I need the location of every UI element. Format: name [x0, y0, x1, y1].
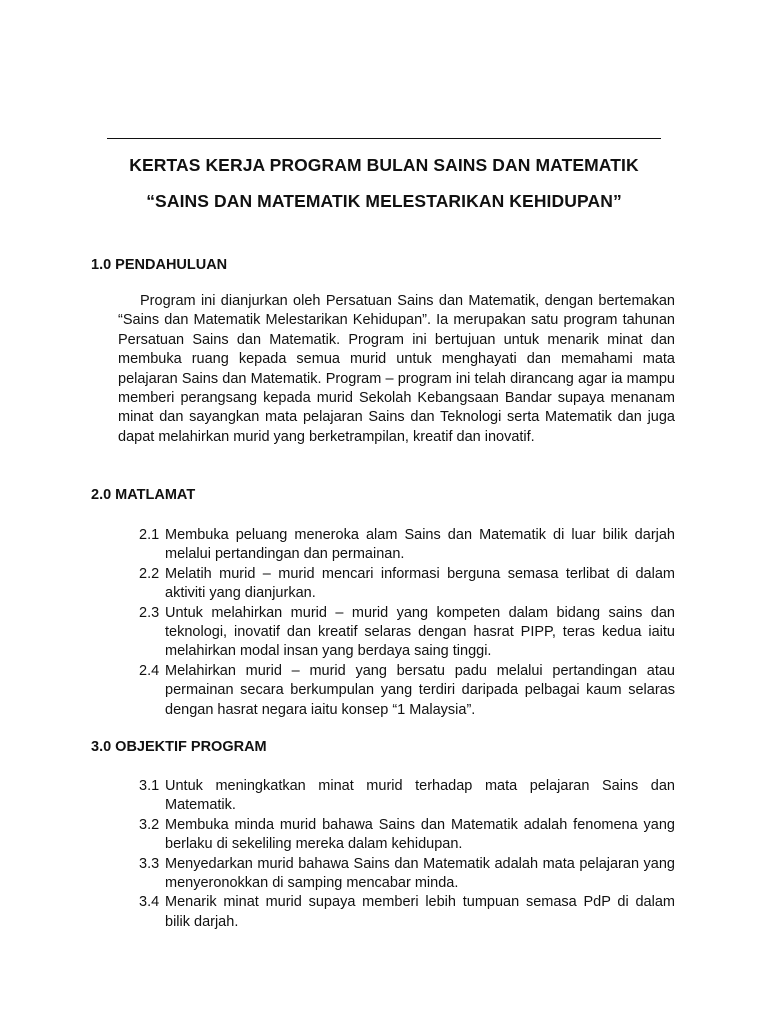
item-text: Membuka peluang meneroka alam Sains dan Matematik di luar bilik darjah melalui pertandingan dan permainan.: [165, 527, 675, 563]
section-heading-pendahuluan: 1.0 PENDAHULUAN: [91, 257, 228, 273]
item-number: 2.2: [139, 565, 160, 582]
item-text: Menyedarkan murid bahawa Sains dan Matematik adalah mata pelajaran yang menyeronokkan di samping mencabar minda.: [165, 855, 675, 892]
item-number: 3.4: [139, 894, 160, 911]
list-item: [139, 565, 675, 604]
item-text: Melahirkan murid – murid yang bersatu padu melalui pertandingan atau permainan secara berkumpulan yang terdiri daripada pelbagai kaum selaras dengan hasrat negara iaitu konsep “1 Malaysia”.: [165, 662, 675, 718]
list-item: [139, 816, 675, 855]
item-number: 3.1: [139, 778, 160, 794]
item-text: Membuka minda murid bahawa Sains dan Matematik adalah fenomena yang berlaku di sekeliling mereka dalam kehidupan.: [165, 816, 675, 853]
item-number: 2.1: [139, 527, 160, 543]
item-text: Untuk melahirkan murid – murid yang kompeten dalam bidang sains dan teknologi, inovatif dan kreatif selaras dengan hasrat PIPP, teras kedua iaitu melahirkan modal insan yang berdaya saing tinggi.: [165, 604, 675, 660]
matlamat-list: [139, 526, 675, 720]
list-item: [139, 777, 675, 816]
item-text: Melatih murid – murid mencari informasi berguna semasa terlibat di dalam aktiviti yang dianjurkan.: [165, 565, 675, 602]
item-number: 2.4: [139, 662, 160, 679]
item-number: 3.3: [139, 855, 160, 872]
document-title: KERTAS KERJA PROGRAM BULAN SAINS DAN MATEMATIK: [129, 155, 639, 175]
document-theme: “SAINS DAN MATEMATIK MELESTARIKAN KEHIDUPAN”: [146, 191, 622, 211]
item-number: 2.3: [139, 604, 160, 621]
list-item: [139, 855, 675, 894]
list-item: [139, 526, 675, 565]
section-heading-matlamat: 2.0 MATLAMAT: [91, 487, 196, 503]
list-item: [139, 604, 675, 662]
section-heading-objektif-program: 3.0 OBJEKTIF PROGRAM: [91, 739, 267, 755]
item-text: Untuk meningkatkan minat murid terhadap mata pelajaran Sains dan Matematik.: [165, 778, 675, 814]
pendahuluan-paragraph: Program ini dianjurkan oleh Persatuan Sains dan Matematik, dengan bertemakan “Sains dan Matematik Melestarikan Kehidupan”. Ia merupakan satu program tahunan Persatuan Sains dan Matematik. Program ini bertujuan untuk menarik minat dan membuka ruang kepada semua murid untuk menghayati dan memahami mata pelajaran Sains dan Matematik. Program – program ini telah dirancang agar ia mampu memberi perangsang kepada murid Sekolah Kebangsaan Bandar supaya menanam minat dan sayangkan mata pelajaran Sains dan Teknologi serta Matematik dan juga dapat melahirkan murid yang berketrampilan, kreatif dan inovatif.: [118, 293, 675, 445]
item-text: Menarik minat murid supaya memberi lebih tumpuan semasa PdP di dalam bilik darjah.: [165, 894, 675, 930]
list-item: [139, 662, 675, 720]
item-number: 3.2: [139, 816, 160, 833]
list-item: [139, 893, 675, 932]
objektif-list: [139, 777, 675, 932]
top-horizontal-rule: [107, 138, 661, 139]
